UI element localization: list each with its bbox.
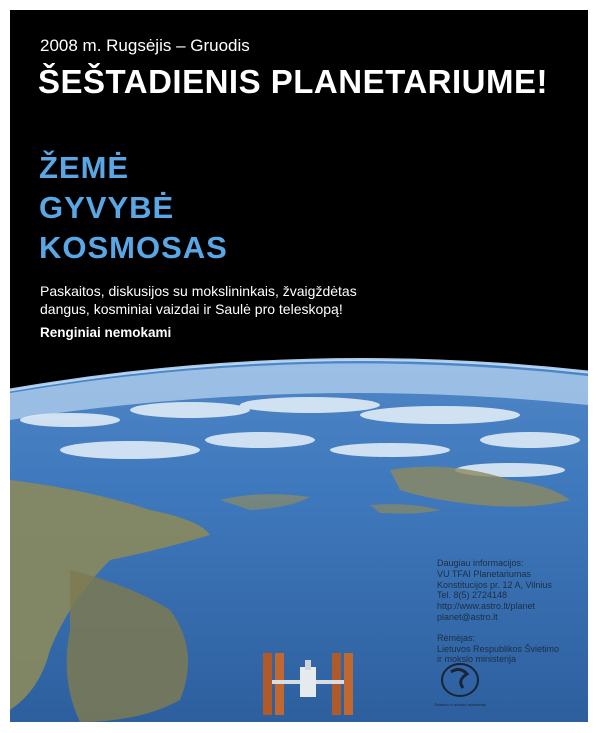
sponsor-name: ir mokslo ministerija — [437, 654, 517, 665]
description-line: dangus, kosminiai vaizdai ir Saulė pro teleskopą! — [40, 301, 343, 317]
theme-earth: ŽEMĖ — [39, 150, 130, 185]
ministry-logo-icon — [434, 662, 486, 710]
logo-caption: Švietimo ir mokslo ministerija — [434, 702, 486, 707]
phone: Tel. 8(5) 2724148 — [437, 590, 508, 601]
org-name: VU TFAI Planetariumas — [437, 568, 531, 579]
free-events-note: Renginiai nemokami — [40, 325, 172, 340]
email-link[interactable]: planet@astro.lt — [437, 611, 498, 622]
website-link[interactable]: http://www.astro.lt/planet — [437, 601, 536, 612]
theme-life: GYVYBĖ — [39, 190, 175, 225]
description-line: Paskaitos, diskusijos su mokslininkais, žvaigždėtas — [40, 283, 357, 299]
sponsor-heading: Rėmėjas: — [437, 632, 476, 643]
poster — [10, 10, 588, 722]
description — [40, 282, 420, 318]
info-heading: Daugiau informacijos: — [437, 558, 524, 568]
address: Konstitucijos pr. 12 A, Vilnius — [437, 579, 552, 590]
contact-info — [437, 558, 587, 665]
theme-cosmos: KOSMOSAS — [39, 230, 228, 265]
date-range: 2008 m. Rugsėjis – Gruodis — [40, 36, 250, 55]
poster-headline: ŠEŠTADIENIS PLANETARIUME! — [38, 63, 548, 100]
sponsor-name: Lietuvos Respublikos Švietimo — [437, 643, 560, 654]
